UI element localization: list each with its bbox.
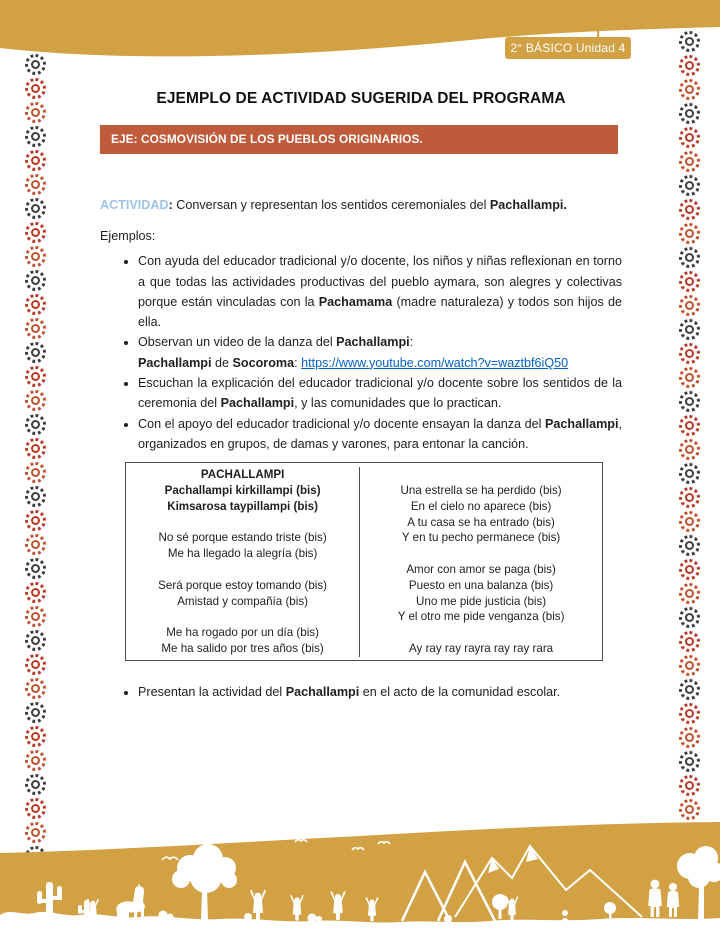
gear-icon <box>25 222 46 243</box>
unit-badge-label: 2° BÁSICO Unidad 4 <box>510 41 626 55</box>
gear-icon <box>679 79 700 100</box>
gear-icon <box>25 198 46 219</box>
left-border-decoration <box>25 54 46 867</box>
gear-icon <box>25 54 46 75</box>
gear-icon <box>679 271 700 292</box>
gear-icon <box>25 126 46 147</box>
gear-icon <box>679 127 700 148</box>
text-run: Presentan la actividad del <box>138 684 286 699</box>
gear-icon <box>679 703 700 724</box>
activity-line <box>100 195 622 215</box>
text-run: Escuchan la explicación del educador tradicional y/o docente sobre los sentidos de la ceremonia del <box>138 376 622 411</box>
gear-icon <box>679 367 700 388</box>
bullet-item <box>138 414 622 455</box>
bullet-item <box>138 251 622 332</box>
song-table <box>125 462 603 661</box>
song-line <box>126 562 359 578</box>
song-line: Amistad y compañía (bis) <box>177 594 308 608</box>
bold-text: Pachallampi. <box>489 198 567 212</box>
gear-icon <box>25 150 46 171</box>
song-line: Kimsarosa taypillampi (bis) <box>167 499 318 513</box>
text-run: Observan un video de la danza del <box>138 335 337 350</box>
text-run: Con ayuda del educador tradicional y/o docente, los niños y niñas reflexionan en torno a que todas las actividades productivas del pueblo aymara, son alegres y colectivas porque están vinculadas con la <box>138 254 622 309</box>
gear-icon <box>679 55 700 76</box>
bold-text: Pachallampi <box>336 335 410 350</box>
gear-icon <box>679 727 700 748</box>
bold-text: Pachallampi <box>138 355 212 370</box>
song-line: A tu casa se ha entrado (bis) <box>407 515 555 529</box>
gear-icon <box>25 102 46 123</box>
gear-icon <box>679 103 700 124</box>
bullet-item <box>138 373 622 414</box>
gear-icon <box>679 607 700 628</box>
song-line: Me ha salido por tres años (bis) <box>161 642 324 656</box>
gear-icon <box>25 774 46 795</box>
eje-banner: EJE: COSMOVISIÓN DE LOS PUEBLOS ORIGINARIOS. <box>100 125 618 154</box>
activity-bullets <box>100 251 622 454</box>
song-line: Uno me pide justicia (bis) <box>416 594 547 608</box>
gear-icon <box>25 318 46 339</box>
gear-icon <box>25 654 46 675</box>
gear-icon <box>25 78 46 99</box>
song-line: Me ha rogado por un día (bis) <box>166 626 319 640</box>
gear-icon <box>25 414 46 435</box>
song-line <box>360 546 602 562</box>
right-border-decoration <box>679 31 700 820</box>
text-run: : <box>409 335 414 350</box>
gear-icon <box>679 799 700 820</box>
gear-icon <box>679 295 700 316</box>
gear-icon <box>25 462 46 483</box>
text-run: : <box>294 355 302 370</box>
gear-icon <box>679 775 700 796</box>
song-line <box>360 467 602 483</box>
text-run: Con el apoyo del educador tradicional y/o docente ensayan la danza del <box>138 416 545 431</box>
gear-icon <box>679 247 700 268</box>
bold-text: Socoroma <box>232 355 295 370</box>
gear-icon <box>25 678 46 699</box>
gear-icon <box>679 343 700 364</box>
examples-label: Ejemplos: <box>100 229 156 244</box>
gear-icon <box>25 702 46 723</box>
song-line: PACHALLAMPI <box>200 468 285 482</box>
gear-icon <box>679 487 700 508</box>
gear-icon <box>25 726 46 747</box>
gear-icon <box>25 558 46 579</box>
gear-icon <box>679 223 700 244</box>
gear-icon <box>25 342 46 363</box>
page-title: EJEMPLO DE ACTIVIDAD SUGERIDA DEL PROGRAMA <box>156 90 566 107</box>
song-line <box>126 515 359 531</box>
song-column-spanish <box>360 467 602 657</box>
gear-icon <box>25 270 46 291</box>
gear-icon <box>25 510 46 531</box>
song-line: Amor con amor se paga (bis) <box>406 563 556 577</box>
gear-icon <box>679 151 700 172</box>
gear-icon <box>679 439 700 460</box>
youtube-link[interactable]: https://www.youtube.com/watch?v=waztbf6iQ50 <box>301 355 569 370</box>
text-run: de <box>211 355 233 370</box>
gear-icon <box>25 438 46 459</box>
gear-icon <box>679 31 700 52</box>
gear-icon <box>679 535 700 556</box>
song-line: Y en tu pecho permanece (bis) <box>401 531 561 545</box>
gear-icon <box>679 679 700 700</box>
gear-icon <box>25 606 46 627</box>
andean-landscape-illustration <box>0 820 720 932</box>
gear-icon <box>25 366 46 387</box>
song-column-aymara <box>126 467 360 657</box>
gear-icon <box>25 534 46 555</box>
song-line: No sé porque estando triste (bis) <box>158 531 327 545</box>
text-run: , organizados en grupos, de damas y varones, para entonar la canción. <box>138 416 622 451</box>
bullet-item <box>138 332 622 373</box>
song-line: Ay ray ray rayra ray ray rara <box>409 642 554 656</box>
text-run: (madre naturaleza) y todos son hijos de ella. <box>138 294 622 330</box>
closing-bullets <box>100 682 622 702</box>
gear-icon <box>25 294 46 315</box>
gear-icon <box>679 631 700 652</box>
gear-icon <box>25 486 46 507</box>
song-line: En el cielo no aparece (bis) <box>410 499 552 513</box>
song-line: Pachallampi kirkillampi (bis) <box>164 484 321 498</box>
song-line <box>360 625 602 641</box>
gear-icon <box>25 174 46 195</box>
bold-text: : <box>168 198 177 212</box>
gear-icon <box>679 175 700 196</box>
gear-icon <box>679 583 700 604</box>
gear-icon <box>679 391 700 412</box>
gear-icon <box>679 463 700 484</box>
song-line: Y el otro me pide venganza (bis) <box>397 610 565 624</box>
gear-icon <box>679 319 700 340</box>
song-line: Una estrella se ha perdido (bis) <box>400 484 562 498</box>
text-run: , y las comunidades que lo practican. <box>294 396 502 411</box>
gear-icon <box>679 511 700 532</box>
bold-text: Pachamama <box>318 294 393 309</box>
song-line: Me ha llegado la alegría (bis) <box>167 547 318 561</box>
bold-text: Pachallampi <box>285 684 360 699</box>
gear-icon <box>679 559 700 580</box>
gear-icon <box>25 798 46 819</box>
bold-text: ACTIVIDAD <box>100 198 169 212</box>
gear-icon <box>679 415 700 436</box>
gear-icon <box>679 751 700 772</box>
bold-text: Pachallampi <box>545 416 619 431</box>
gear-icon <box>25 246 46 267</box>
bold-text: Pachallampi <box>220 396 295 411</box>
text-run: Conversan y representan los sentidos ceremoniales del <box>176 198 490 212</box>
song-line: Será porque estoy tomando (bis) <box>158 578 328 592</box>
gear-icon <box>25 582 46 603</box>
bullet-item <box>138 682 622 702</box>
gear-icon <box>25 630 46 651</box>
song-line <box>126 609 359 625</box>
gear-icon <box>679 199 700 220</box>
gear-icon <box>25 750 46 771</box>
document-content <box>100 0 622 702</box>
gear-icon <box>679 655 700 676</box>
gear-icon <box>25 390 46 411</box>
song-line: Puesto en una balanza (bis) <box>408 578 554 592</box>
text-run: en el acto de la comunidad escolar. <box>359 684 561 699</box>
